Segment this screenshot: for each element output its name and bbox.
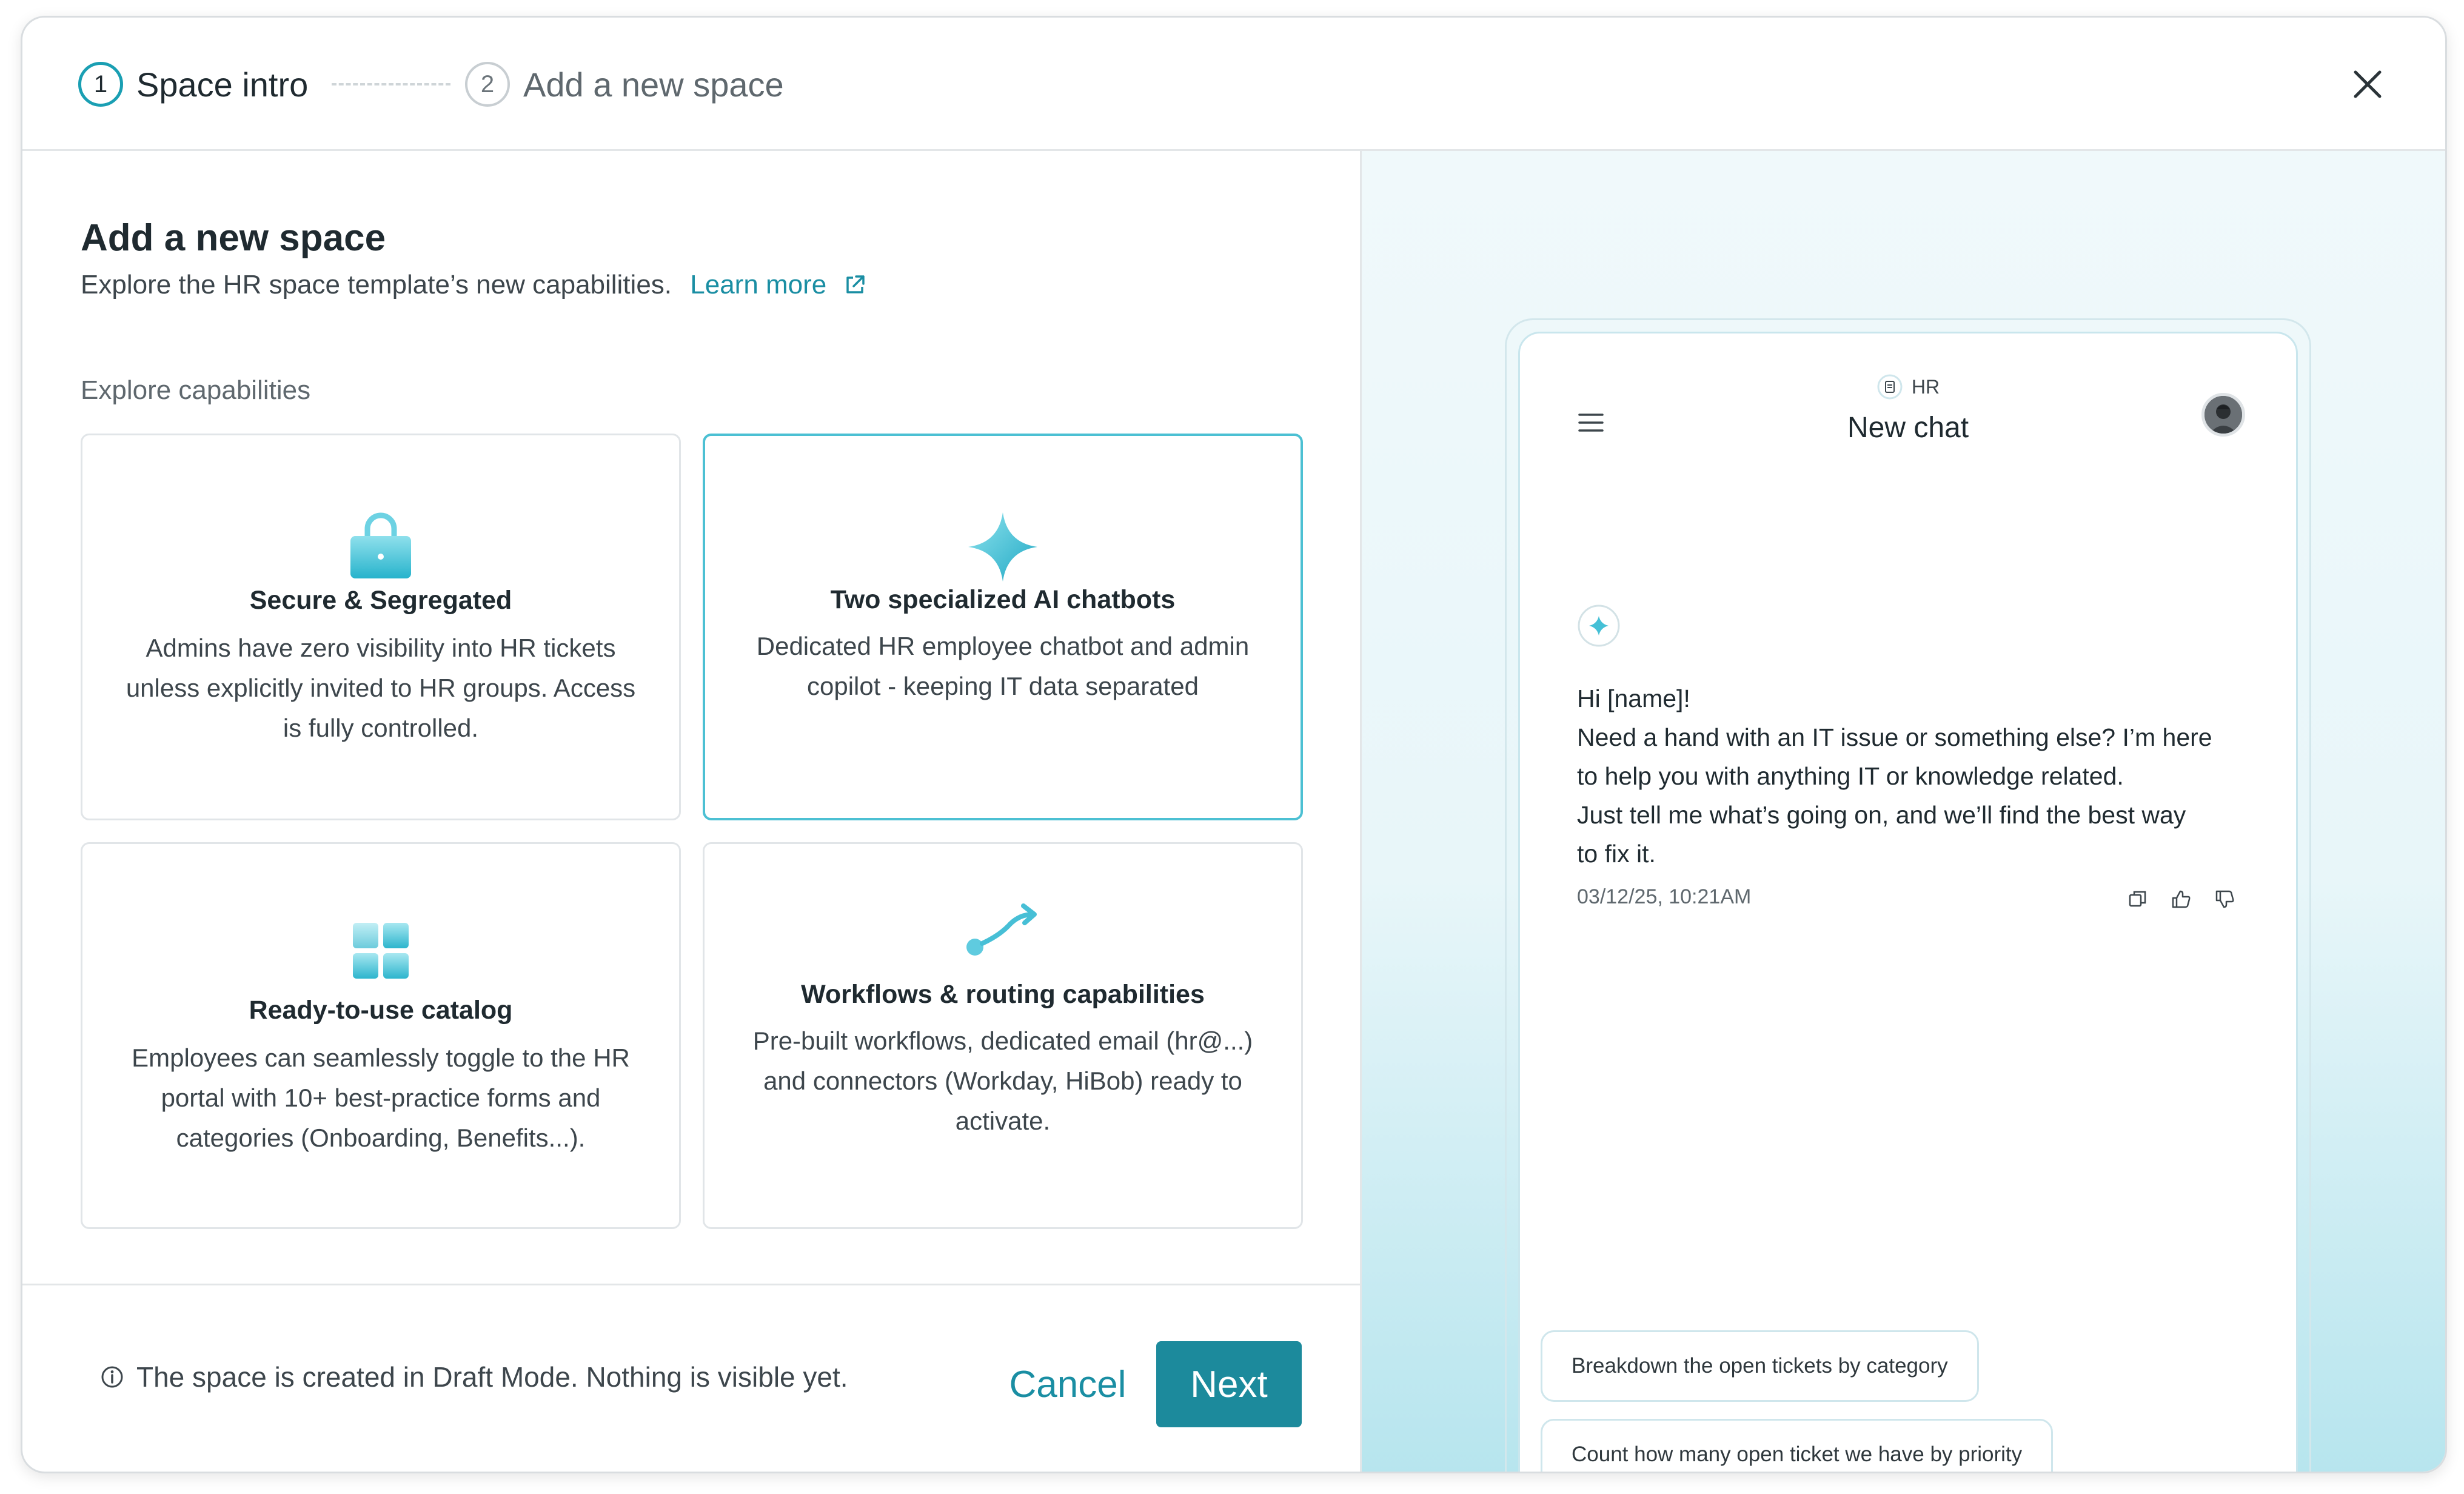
close-button[interactable] [2348, 65, 2387, 104]
sparkle-icon [967, 511, 1039, 583]
step-number: 1 [78, 62, 123, 107]
card-description-line: Pre-built workflows, dedicated email (hr@...) [752, 1027, 1253, 1055]
card-description-line: portal with 10+ best-practice forms and [161, 1084, 601, 1112]
message-line: Need a hand with an IT issue or something else? I’m here [1577, 723, 2212, 751]
card-description [729, 626, 1276, 706]
step-space-intro[interactable] [78, 18, 308, 151]
capability-card-catalog[interactable] [81, 842, 681, 1229]
step-number: 2 [465, 62, 510, 107]
learn-more-label: Learn more [690, 270, 827, 300]
chat-preview-panel [1360, 151, 2445, 1472]
draft-mode-text: The space is created in Draft Mode. Nothing is visible yet. [136, 1361, 848, 1393]
learn-more-link[interactable] [690, 270, 866, 300]
suggestion-chip[interactable]: Breakdown the open tickets by category [1541, 1330, 1979, 1402]
copy-button[interactable] [2126, 888, 2149, 911]
card-description-line: categories (Onboarding, Benefits...). [176, 1124, 586, 1152]
card-title: Secure & Segregated [249, 586, 512, 615]
info-icon [100, 1365, 124, 1389]
capability-card-workflows[interactable] [703, 842, 1303, 1229]
card-description-line: Dedicated HR employee chatbot and admin [756, 632, 1250, 660]
bot-sparkle-icon [1577, 604, 1621, 648]
card-description-line: and connectors (Workday, HiBob) ready to [763, 1067, 1242, 1095]
card-description [729, 1021, 1277, 1141]
card-description [107, 1038, 655, 1158]
intro-panel [22, 151, 1360, 1472]
card-description-line: Employees can seamlessly toggle to the HR [132, 1043, 630, 1072]
modal-footer [22, 1284, 1360, 1472]
card-description-line: unless explicitly invited to HR groups. Access [126, 674, 636, 702]
section-label: Explore capabilities [81, 375, 311, 405]
card-description-line: activate. [955, 1107, 1051, 1135]
modal-header [22, 18, 2445, 151]
thumbs-up-button[interactable] [2170, 888, 2193, 911]
step-label: Space intro [136, 65, 309, 104]
cancel-button[interactable]: Cancel [995, 1341, 1140, 1427]
close-icon [2348, 65, 2387, 104]
card-title: Two specialized AI chatbots [830, 585, 1176, 614]
message-actions [2126, 888, 2237, 911]
space-badge [1520, 373, 2296, 400]
page-subtitle [81, 270, 867, 300]
capability-card-ai-chatbots[interactable] [703, 434, 1303, 820]
lock-icon [349, 511, 412, 578]
page-title: Add a new space [81, 217, 386, 259]
message-line: to fix it. [1577, 840, 1656, 868]
card-description-line: copilot - keeping IT data separated [807, 672, 1199, 700]
next-button[interactable]: Next [1156, 1341, 1302, 1427]
suggestion-chip[interactable]: Count how many open ticket we have by priority [1541, 1419, 2053, 1473]
draft-mode-note [100, 1361, 848, 1393]
step-connector [332, 83, 450, 85]
chat-preview [1518, 332, 2298, 1473]
card-description-line: is fully controlled. [283, 714, 479, 742]
message-timestamp: 03/12/25, 10:21AM [1577, 885, 1752, 908]
external-link-icon [843, 273, 867, 297]
chat-title: New chat [1847, 412, 1969, 444]
route-icon [965, 903, 1040, 959]
copy-icon [2126, 888, 2149, 911]
card-description-line: Admins have zero visibility into HR tickets [146, 634, 616, 662]
capability-card-secure[interactable] [81, 434, 681, 820]
thumbs-down-icon [2214, 888, 2237, 911]
step-add-new-space[interactable] [465, 18, 784, 151]
message-line: to help you with anything IT or knowledge related. [1577, 762, 2124, 790]
thumbs-down-button[interactable] [2214, 888, 2237, 911]
bot-message [1577, 679, 2256, 873]
subtitle-text: Explore the HR space template’s new capabilities. [81, 270, 672, 300]
message-line: Hi [name]! [1577, 685, 1690, 712]
space-badge-label: HR [1911, 375, 1940, 398]
card-title: Ready-to-use catalog [249, 996, 513, 1025]
card-description [107, 628, 655, 748]
grid-icon [353, 923, 409, 979]
thumbs-up-icon [2170, 888, 2193, 911]
space-icon [1876, 373, 1903, 400]
avatar[interactable] [2201, 393, 2245, 437]
message-line: Just tell me what’s going on, and we’ll find the best way [1577, 801, 2186, 829]
user-avatar-icon [2205, 396, 2242, 434]
card-title: Workflows & routing capabilities [801, 980, 1205, 1009]
add-space-modal [21, 16, 2447, 1473]
step-label: Add a new space [523, 65, 784, 104]
